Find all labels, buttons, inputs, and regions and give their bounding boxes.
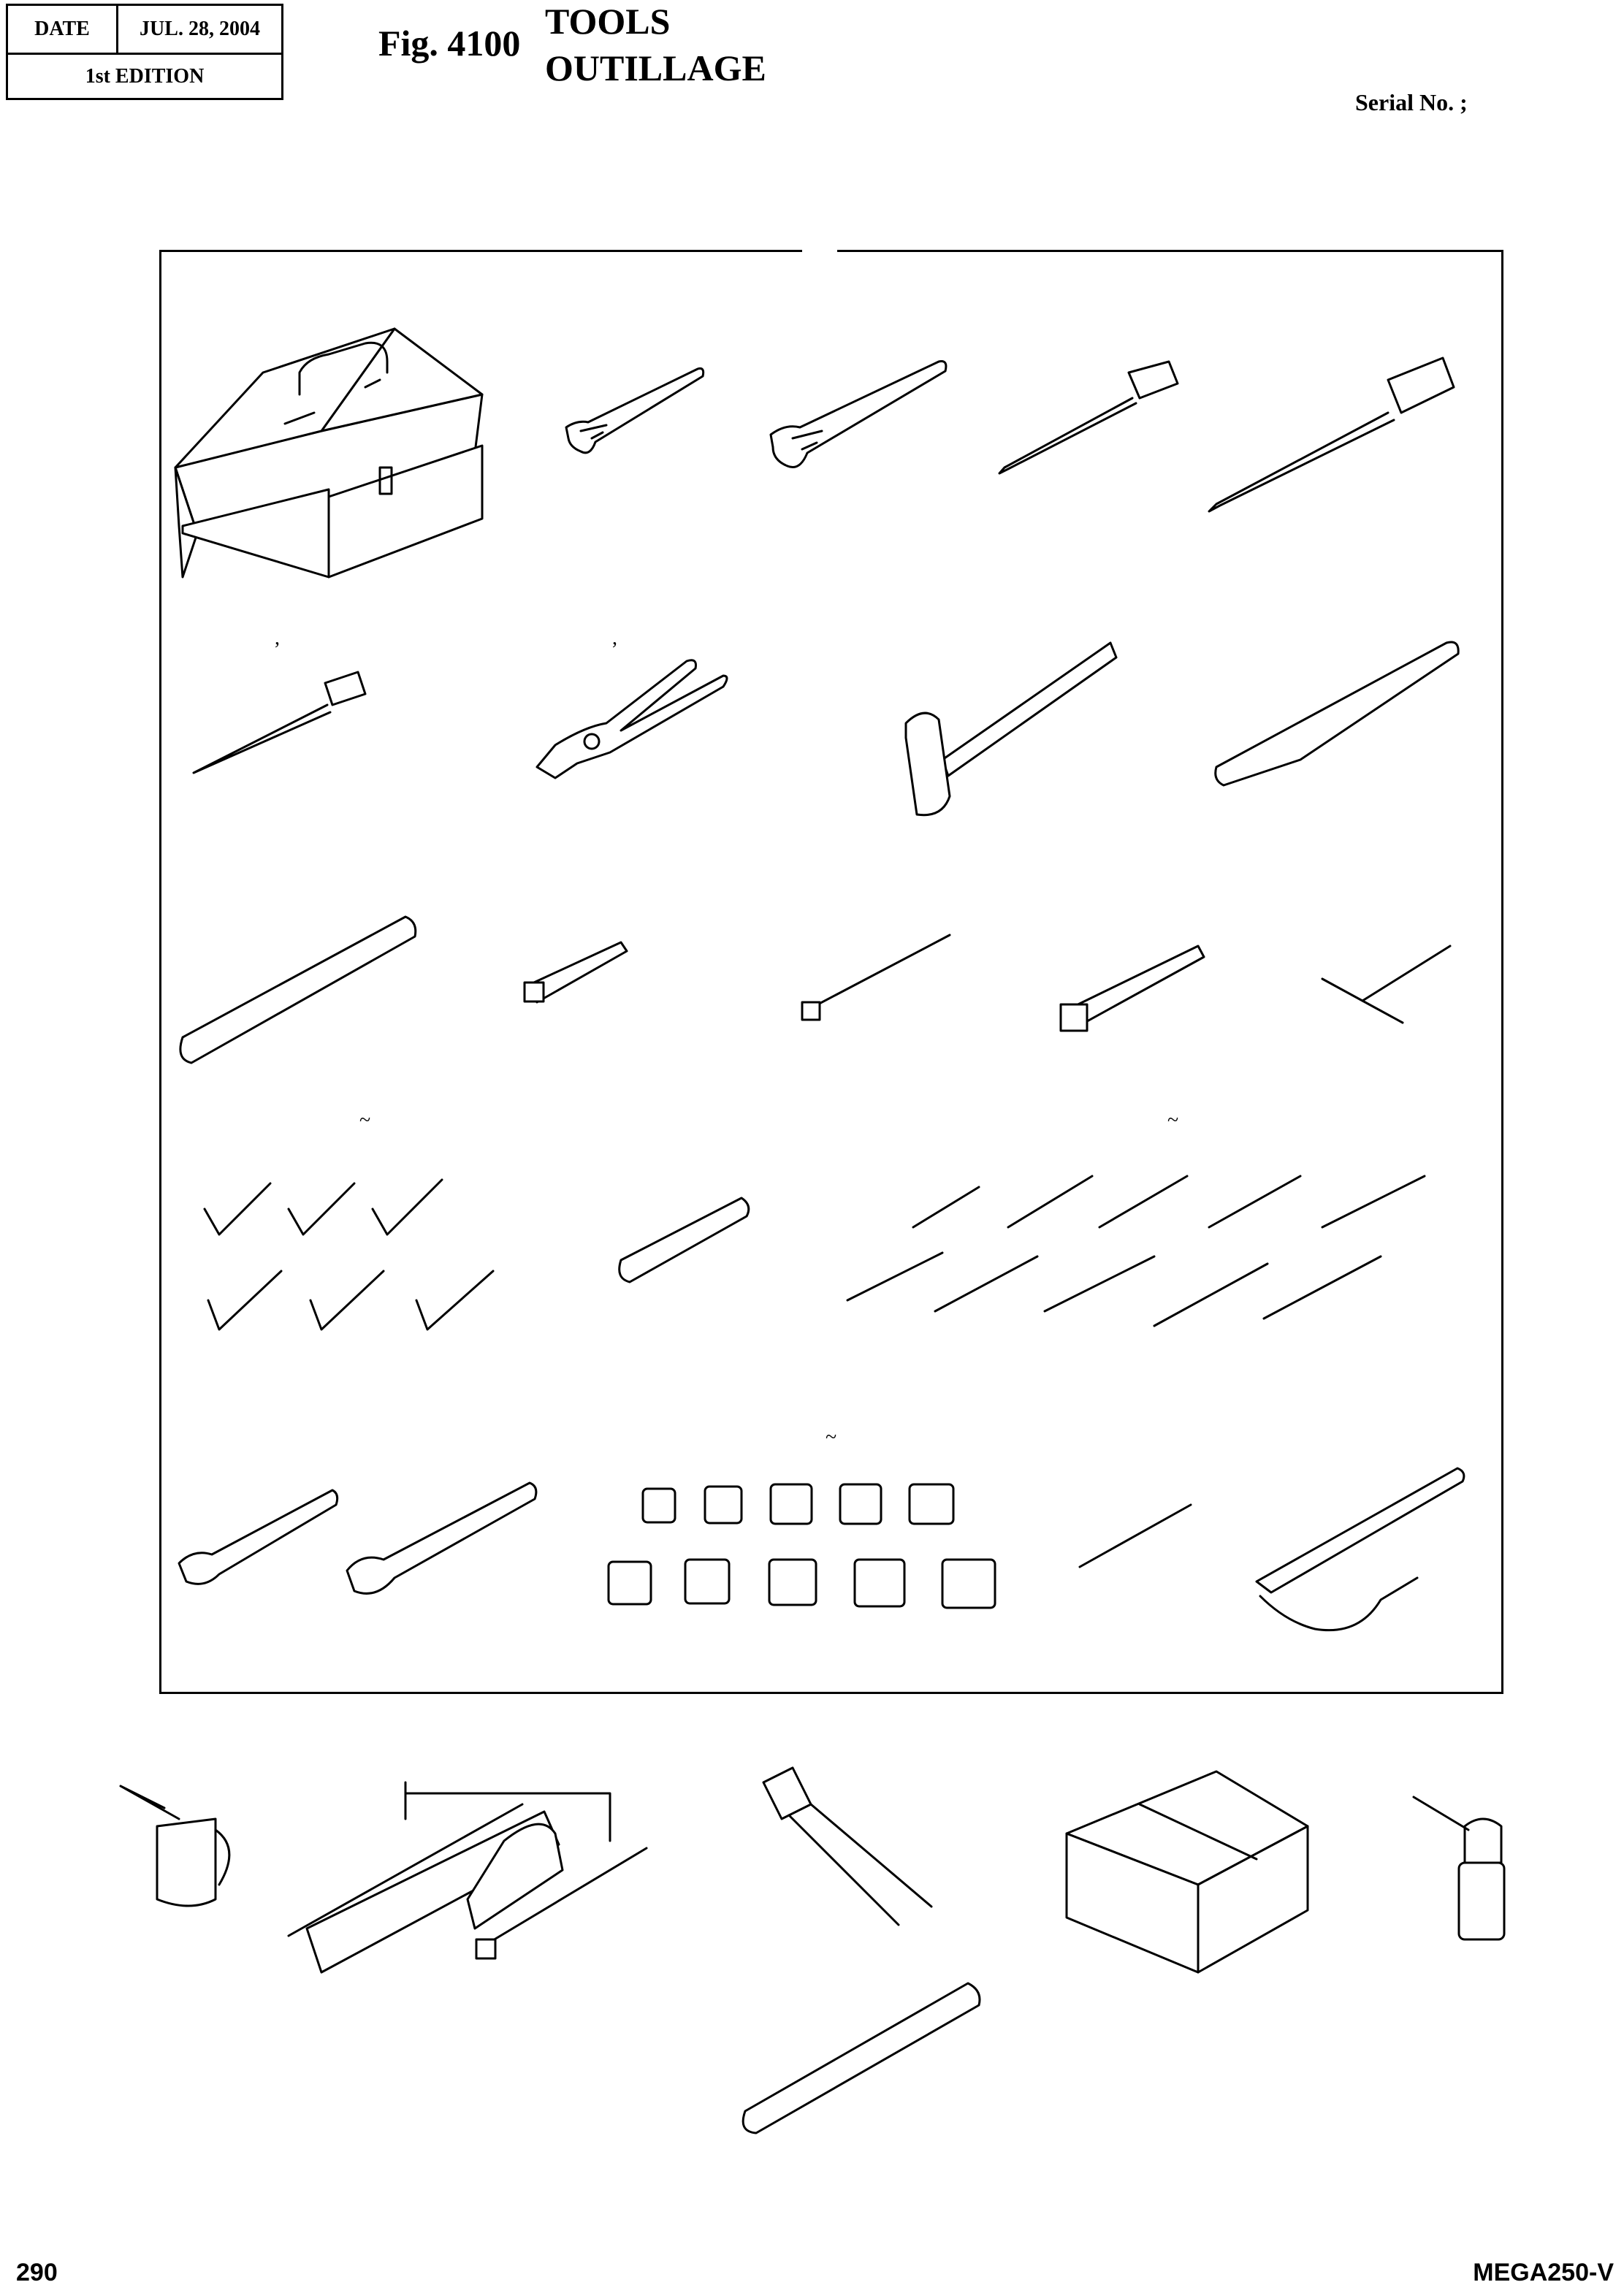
extension-bar-illustration	[180, 917, 416, 1063]
date-label: DATE	[8, 6, 118, 53]
bar-rod-illustration	[743, 1983, 980, 2133]
parts-box-illustration	[1067, 1771, 1308, 1972]
edition-label: 1st EDITION	[85, 64, 205, 88]
open-end-wrench-set-illustration	[847, 1176, 1425, 1326]
hammer-illustration	[906, 643, 1116, 815]
callout-mark: ,	[275, 627, 280, 649]
spanner-wrench-small-illustration	[179, 1490, 338, 1584]
toolbox-illustration	[175, 329, 482, 577]
hex-key-set-illustration	[205, 1180, 493, 1329]
feeler-tool-illustration	[1080, 1505, 1191, 1567]
adjustable-wrench-small-illustration	[566, 368, 704, 452]
filter-wrench-illustration	[1257, 1468, 1464, 1630]
ratchet-handle-illustration	[1061, 946, 1204, 1031]
pliers-illustration	[537, 660, 727, 778]
pipe-bar-illustration	[1216, 642, 1458, 785]
date-value: JUL. 28, 2004	[140, 18, 260, 40]
figure-number: Fig. 4100	[378, 23, 521, 64]
t-handle-wrench-illustration	[1322, 946, 1450, 1023]
callout-mark: ~	[1167, 1109, 1179, 1132]
callout-mark: ~	[359, 1109, 371, 1132]
socket-set-illustration	[609, 1484, 995, 1608]
page-number: 290	[16, 2259, 58, 2286]
serial-number-label: Serial No. ;	[1355, 89, 1468, 115]
extension-socket-small-illustration	[525, 942, 627, 1002]
callout-mark: ~	[826, 1426, 837, 1449]
spanner-wrench-large-illustration	[347, 1483, 536, 1593]
awl-illustration	[194, 672, 365, 773]
grease-gun-illustration	[289, 1782, 647, 1972]
screwdriver-small-illustration	[999, 362, 1178, 473]
hose-fitting-illustration	[763, 1768, 931, 1925]
oil-can-illustration	[121, 1786, 229, 1906]
box-wrench-illustration	[620, 1198, 749, 1282]
callout-mark: ,	[612, 627, 617, 649]
adjustable-wrench-large-illustration	[771, 362, 946, 468]
figure-title-fr: OUTILLAGE	[545, 47, 766, 88]
oiler-bottle-illustration	[1414, 1797, 1504, 1939]
model-code: MEGA250-V	[1473, 2259, 1614, 2286]
extension-socket-long-illustration	[802, 935, 950, 1020]
figure-title-en: TOOLS	[545, 1, 671, 42]
screwdriver-large-illustration	[1209, 358, 1454, 511]
